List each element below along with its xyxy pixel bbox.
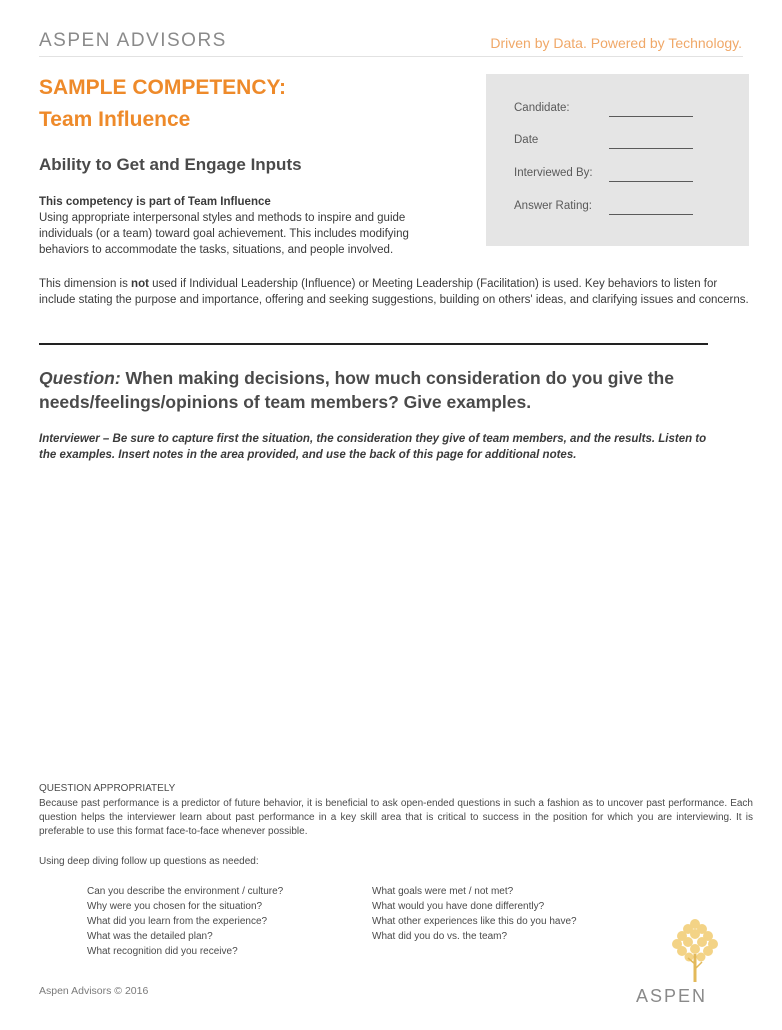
competency-description <box>39 194 459 258</box>
section-divider <box>39 343 708 345</box>
dimension-subtitle: Ability to Get and Engage Inputs <box>39 155 302 174</box>
interviewed-by-label: Interviewed By: <box>514 167 593 179</box>
followup-list-right <box>372 884 577 944</box>
dimension-paragraph <box>39 276 753 308</box>
dimension-text-bold: not <box>131 278 149 290</box>
list-item: Why were you chosen for the situation? <box>87 901 263 912</box>
competency-title: Team Influence <box>39 108 191 131</box>
interviewer-note: Interviewer – Be sure to capture first the situation, the consideration they give of team members, and the results. Listen to the examples. Insert notes in the area provided, and use the back of this page for additional notes. <box>39 433 707 461</box>
aspen-logo-text: ASPEN <box>636 986 708 1006</box>
answer-rating-label: Answer Rating: <box>514 200 592 212</box>
question-text: When making decisions, how much consideration do you give the needs/feelings/opinions of team members? Give examples. <box>39 368 674 412</box>
answer-rating-field-line[interactable] <box>609 214 693 215</box>
question-appropriately-body: Because past performance is a predictor of future behavior, it is beneficial to ask open-ended questions in such a fashion as to uncover past performance. Each question helps the interviewer learn about past performance in a key skill area that is critical to success in the position for which you are interviewing. It is preferable to use this format face-to-face whenever possible. <box>39 798 753 837</box>
question-label: Question: <box>39 368 121 388</box>
list-item: What did you do vs. the team? <box>372 931 508 942</box>
answer-rating-row <box>514 200 714 216</box>
list-item: What goals were met / not met? <box>372 886 514 897</box>
aspen-tree-icon <box>664 914 726 984</box>
date-label: Date <box>514 134 539 146</box>
list-item: What would you have done differently? <box>372 901 545 912</box>
followup-list-left <box>87 884 283 959</box>
deep-diving-intro: Using deep diving follow up questions as needed: <box>39 856 259 867</box>
interview-question <box>39 366 739 414</box>
dimension-text-after: used if Individual Leadership (Influence) or Meeting Leadership (Facilitation) is used. Key behaviors to listen for include stating the purpose and importance, offering and seeking suggestions, building on others' ideas, and clarifying issues and concerns. <box>39 278 749 306</box>
candidate-field-line[interactable] <box>609 116 693 117</box>
header-rule <box>39 56 743 57</box>
list-item: What other experiences like this do you have? <box>372 916 577 927</box>
brand-wordmark: ASPEN ADVISORS <box>39 30 227 51</box>
candidate-info-box <box>486 74 749 246</box>
interviewed-by-field-line[interactable] <box>609 181 693 182</box>
list-item: What was the detailed plan? <box>87 931 213 942</box>
candidate-row <box>514 102 714 118</box>
competency-text: Using appropriate interpersonal styles and methods to inspire and guide individuals (or a team) toward goal achievement. This includes modifying behaviors to accommodate the tasks, situations, and people involved. <box>39 212 409 256</box>
footer-copyright: Aspen Advisors © 2016 <box>39 985 149 997</box>
interviewed-by-row <box>514 167 714 183</box>
candidate-label: Candidate: <box>514 102 570 114</box>
page-title: SAMPLE COMPETENCY: <box>39 76 286 99</box>
date-field-line[interactable] <box>609 148 693 149</box>
dimension-text-before: This dimension is <box>39 278 132 290</box>
question-appropriately-heading: QUESTION APPROPRIATELY <box>39 783 176 794</box>
list-item: What did you learn from the experience? <box>87 916 268 927</box>
competency-heading: This competency is part of Team Influence <box>39 196 271 208</box>
tagline: Driven by Data. Powered by Technology. <box>490 35 742 51</box>
list-item: Can you describe the environment / culture? <box>87 886 284 897</box>
list-item: What recognition did you receive? <box>87 946 238 957</box>
date-row <box>514 134 714 150</box>
